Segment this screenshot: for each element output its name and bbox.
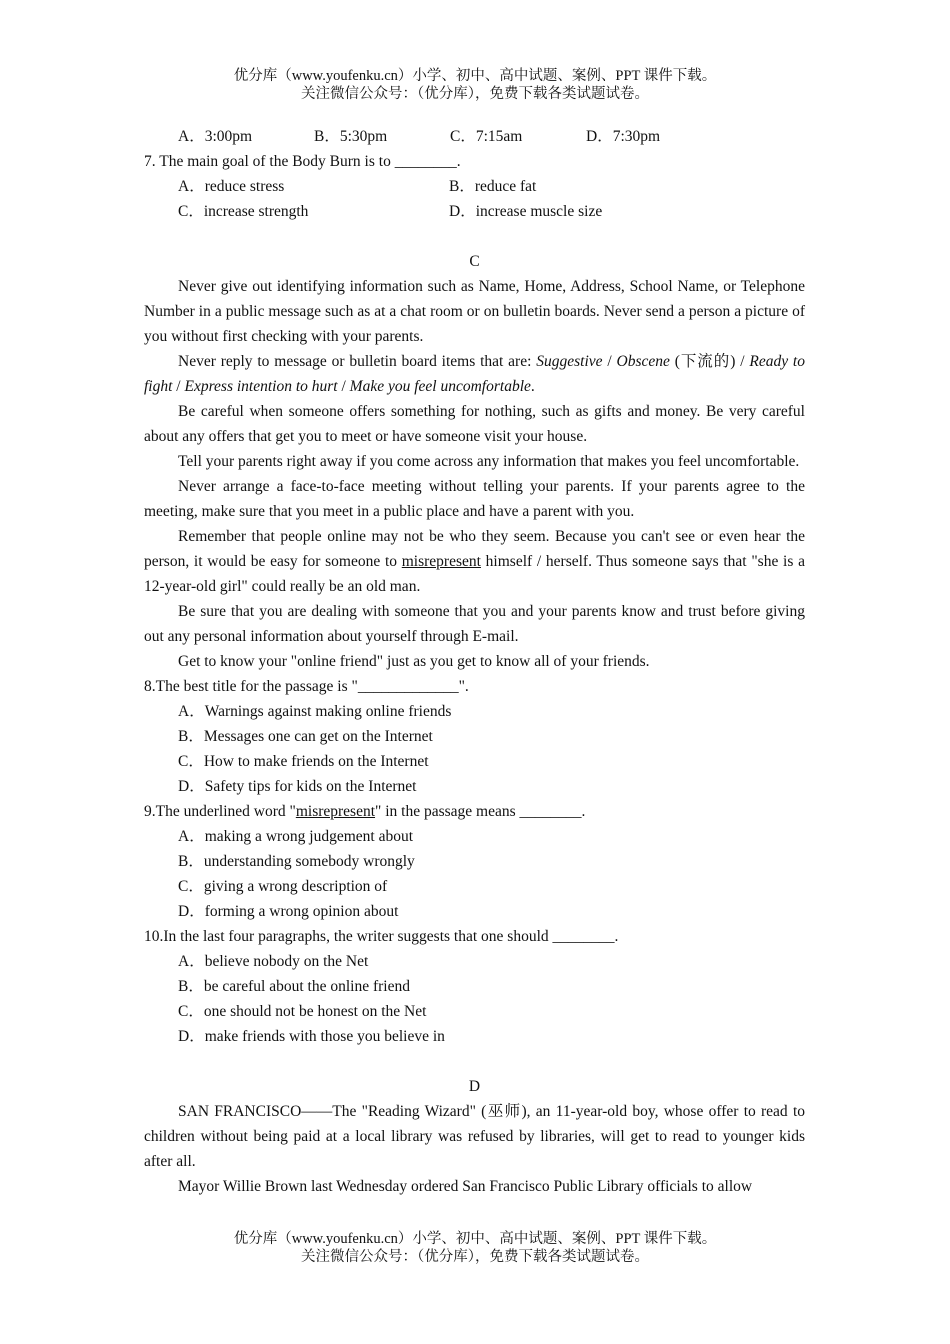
q6-option-a: A．3:00pm <box>178 128 253 145</box>
page-content <box>144 124 805 1199</box>
q10-option-d: D．make friends with those you believe in <box>178 1028 445 1045</box>
section-c-paragraph-7: Be sure that you are dealing with someone that you and your parents know and trust before giving out any personal information about yourself through E-mail. <box>144 603 805 645</box>
q7-option-a: A．reduce stress <box>178 178 285 195</box>
q9-option-a: A．making a wrong judgement about <box>178 828 414 845</box>
q10-option-a: A．believe nobody on the Net <box>178 953 369 970</box>
q9-stem: 9.The underlined word "misrepresent" in the passage means ________. <box>144 803 586 820</box>
q8-stem: 8.The best title for the passage is "_____________". <box>144 678 469 695</box>
q7-option-c: C．increase strength <box>178 203 309 220</box>
q6-option-b: B．5:30pm <box>314 128 388 145</box>
q6-option-c: C．7:15am <box>450 128 523 145</box>
q6-options <box>144 124 805 149</box>
q8-option-a: A．Warnings against making online friends <box>178 703 452 720</box>
section-c-paragraph-6: Remember that people online may not be who they seem. Because you can't see or even hear the person, it would be easy for someone to misrepresent himself / herself. Thus someone says that "she is a 12-year-old girl" could really be an old man. <box>144 528 805 595</box>
section-c-paragraph-2: Never reply to message or bulletin board items that are: Suggestive / Obscene (下流的) / Ready to fight / Express intention to hurt / Make you feel uncomfortable. <box>144 353 805 395</box>
q7-options-row-2 <box>144 199 805 224</box>
q10-option-b: B．be careful about the online friend <box>178 978 410 995</box>
q7-stem: 7. The main goal of the Body Burn is to ________. <box>144 153 461 170</box>
header-line-1: 优分库（www.youfenku.cn）小学、初中、高中试题、案例、PPT 课件下载。 <box>233 68 717 84</box>
section-c-paragraph-8: Get to know your "online friend" just as you get to know all of your friends. <box>178 653 650 670</box>
q9-option-b: B．understanding somebody wrongly <box>178 853 415 870</box>
underlined-word-misrepresent: misrepresent <box>401 553 481 570</box>
page-header <box>0 67 950 103</box>
q7-option-b: B．reduce fat <box>449 178 537 195</box>
section-d-heading: D <box>468 1078 481 1095</box>
footer-line-1: 优分库（www.youfenku.cn）小学、初中、高中试题、案例、PPT 课件下载。 <box>233 1231 717 1247</box>
section-d-paragraph-2: Mayor Willie Brown last Wednesday ordered San Francisco Public Library officials to allow <box>178 1178 753 1195</box>
section-c-paragraph-5: Never arrange a face-to-face meeting without telling your parents. If your parents agree to the meeting, make sure that you meet in a public place and have a parent with you. <box>144 478 805 520</box>
q7-option-d: D．increase muscle size <box>449 203 603 220</box>
q6-option-d: D．7:30pm <box>586 128 661 145</box>
q9-option-d: D．forming a wrong opinion about <box>178 903 399 920</box>
section-d-paragraph-1: SAN FRANCISCO——The "Reading Wizard" (巫师), an 11-year-old boy, whose offer to read to children without being paid at a local library was refused by libraries, will get to read to younger kids after all. <box>144 1103 805 1170</box>
section-c-paragraph-1: Never give out identifying information such as Name, Home, Address, School Name, or Telephone Number in a public message such as at a chat room or on bulletin boards. Never send a person a picture of you without first checking with your parents. <box>144 278 805 345</box>
q10-stem: 10.In the last four paragraphs, the writer suggests that one should ________. <box>144 928 619 945</box>
q8-option-d: D．Safety tips for kids on the Internet <box>178 778 417 795</box>
footer-line-2: 关注微信公众号：（优分库），免费下载各类试题试卷。 <box>301 1249 649 1265</box>
q8-option-c: C．How to make friends on the Internet <box>178 753 429 770</box>
q10-option-c: C．one should not be honest on the Net <box>178 1003 427 1020</box>
q8-option-b: B．Messages one can get on the Internet <box>178 728 433 745</box>
section-c-paragraph-3: Be careful when someone offers something for nothing, such as gifts and money. Be very careful about any offers that get you to meet or have someone visit your house. <box>144 403 805 445</box>
q7-options-row-1 <box>144 174 805 199</box>
header-line-2: 关注微信公众号：（优分库），免费下载各类试题试卷。 <box>301 86 649 102</box>
page-footer <box>0 1230 950 1266</box>
section-c-paragraph-4: Tell your parents right away if you come across any information that makes you feel uncomfortable. <box>178 453 800 470</box>
section-c-heading: C <box>469 253 480 270</box>
q9-option-c: C．giving a wrong description of <box>178 878 388 895</box>
